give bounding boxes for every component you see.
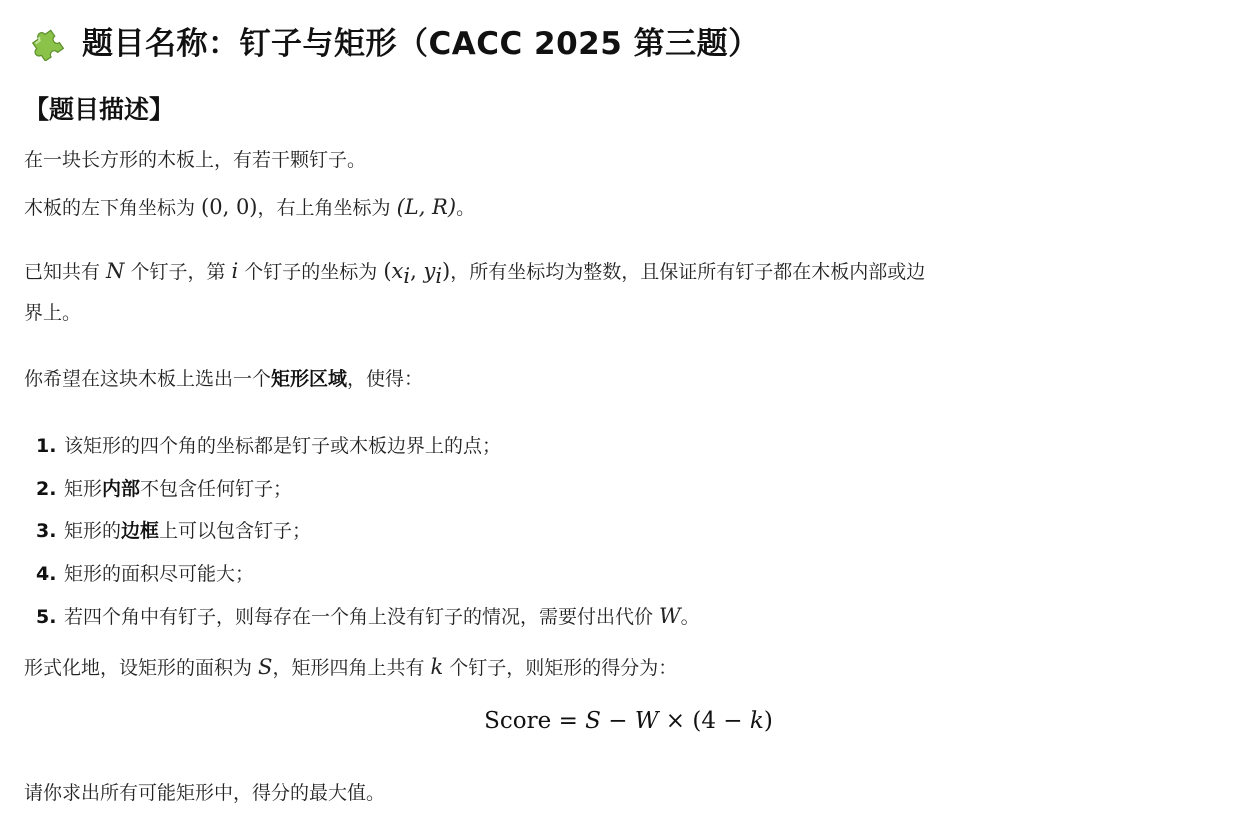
text: 已知共有	[24, 261, 107, 283]
bold-text: 矩形区域	[271, 368, 348, 390]
text: ，使得：	[347, 368, 424, 390]
math-sub: i	[403, 263, 411, 288]
final-line: 请你求出所有可能矩形中，得分的最大值。	[24, 782, 386, 804]
math-i: i	[231, 259, 239, 283]
list-number: 5.	[36, 606, 57, 628]
math-W: W	[634, 708, 659, 734]
list-number: 4.	[36, 562, 57, 585]
text: 。	[680, 606, 700, 628]
list-item	[24, 510, 700, 553]
math-paren: )	[442, 259, 451, 283]
score-formula	[0, 708, 1257, 734]
text: 该矩形的四个角的坐标都是钉子或木板边界上的点；	[64, 435, 502, 457]
list-item	[24, 595, 700, 639]
math-N: N	[106, 259, 125, 283]
text: 矩形的	[64, 520, 122, 542]
math-paren: )	[763, 708, 773, 734]
text: 个钉子，则矩形的得分为：	[443, 657, 678, 679]
text: 木板的左下角坐标为	[24, 197, 202, 219]
intro-line-2	[24, 192, 475, 223]
text: 形式化地，设矩形的面积为	[24, 657, 259, 679]
list-number: 3.	[36, 520, 57, 542]
bold-text: 边框	[121, 520, 160, 542]
text: 若四个角中有钉子，则每存在一个角上没有钉子的情况，需要付出代价	[64, 606, 660, 628]
text: 矩形	[64, 477, 103, 500]
math-sub: i	[435, 263, 443, 288]
text: ，矩形四角上共有	[272, 657, 431, 679]
text: 个钉子，第	[124, 261, 232, 283]
math-S: S	[585, 708, 601, 734]
nails-line-2: 界上。	[24, 302, 82, 324]
list-number: 2.	[36, 477, 57, 500]
math-op: =	[551, 708, 586, 734]
list-number: 1.	[36, 435, 57, 457]
math-k: k	[749, 708, 764, 734]
puzzle-piece-icon	[26, 21, 66, 61]
math-score: Score	[484, 708, 552, 734]
goal-line	[24, 364, 423, 394]
nails-line-1	[24, 256, 925, 291]
page-title: 题目名称：钉子与矩形（CACC 2025 第三题）	[82, 26, 760, 62]
text: 你希望在这块木板上选出一个	[24, 368, 272, 390]
list-item	[24, 425, 700, 468]
list-item	[24, 553, 700, 596]
math-W: W	[659, 604, 681, 628]
math-op: × (4 −	[658, 708, 750, 734]
text: 上可以包含钉子；	[159, 520, 312, 542]
section-heading: 【题目描述】	[24, 95, 175, 124]
math-op: −	[600, 708, 635, 734]
list-item	[24, 468, 700, 511]
text: 矩形的面积尽可能大；	[64, 562, 255, 585]
text: ，所有坐标均为整数，且保证所有钉子都在木板内部或边	[450, 261, 926, 283]
formal-line	[24, 652, 677, 683]
text: 。	[456, 197, 476, 219]
text: 不包含任何钉子；	[140, 477, 293, 500]
text: ，右上角坐标为	[257, 197, 397, 219]
math-S: S	[258, 655, 273, 679]
math-k: k	[430, 655, 444, 679]
math-comma: ,	[410, 259, 424, 283]
conditions-list	[24, 425, 700, 639]
intro-line-1: 在一块长方形的木板上，有若干颗钉子。	[24, 149, 367, 171]
title-row	[26, 18, 760, 63]
math-paren: (	[383, 259, 392, 283]
math-origin: (0, 0)	[201, 195, 258, 219]
math-corner: (L, R)	[396, 195, 457, 219]
math-y: y	[423, 259, 436, 283]
bold-text: 内部	[102, 477, 141, 500]
math-x: x	[391, 259, 404, 283]
text: 个钉子的坐标为	[238, 261, 384, 283]
